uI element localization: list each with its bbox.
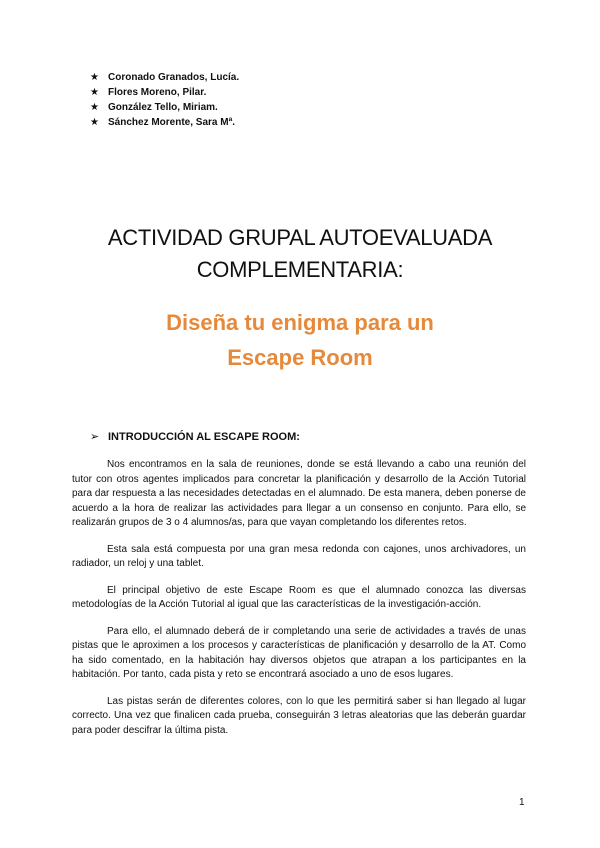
author-item [90, 85, 239, 100]
body-text [72, 458, 526, 750]
author-name: Flores Moreno, Pilar. [108, 87, 207, 98]
arrow-bullet-icon: ➢ [90, 431, 100, 443]
title-line-2: COMPLEMENTARIA: [196, 257, 404, 282]
section-heading-text: INTRODUCCIÓN AL ESCAPE ROOM: [108, 431, 300, 443]
star-icon: ★ [90, 102, 99, 113]
paragraph: Para ello, el alumnado deberá de ir completando una serie de actividades a través de unas pistas que le aproximen a los procesos y características de planificación y desarrollo de la AT. Como ha sido comentado, en la habitación hay diversos objetos que atrapan a los participantes en la habitación. Por tanto, cada pista y reto se encontrará asociado a uno de esos lugares. [72, 625, 526, 680]
author-item [90, 115, 239, 130]
paragraph: Esta sala está compuesta por una gran mesa redonda con cajones, unos archivadores, un radiador, un reloj y una tablet. [72, 543, 526, 569]
author-name: González Tello, Miriam. [108, 102, 218, 113]
section-heading [90, 430, 300, 443]
subtitle-line-2: Escape Room [227, 345, 373, 370]
author-item [90, 100, 239, 115]
star-icon: ★ [90, 72, 99, 83]
paragraph: El principal objetivo de este Escape Room es que el alumnado conozca las diversas metodologías de la Acción Tutorial al igual que las características de la investigación-acción. [72, 584, 526, 610]
paragraph: Las pistas serán de diferentes colores, con lo que les permitirá saber si han llegado al lugar correcto. Una vez que finalicen cada prueba, conseguirán 3 letras aleatorias que las deberán guardar para poder descifrar la última pista. [72, 695, 526, 736]
star-icon: ★ [90, 87, 99, 98]
author-item [90, 70, 239, 85]
title-line-1: ACTIVIDAD GRUPAL AUTOEVALUADA [107, 225, 493, 250]
paragraph: Nos encontramos en la sala de reuniones, donde se está llevando a cabo una reunión del tutor con otros agentes implicados para concretar la planificación y desarrollo de la Acción Tutorial para dar respuesta a las necesidades detectadas en el alumnado. De esta manera, deben ponerse de acuerdo a la hora de realizar las actividades para llegar a un consenso en conjunto. Para ello, se realizarán grupos de 3 o 4 alumnos/as, para que vayan completando los diferentes retos. [72, 459, 526, 528]
document-title [0, 222, 600, 286]
subtitle-line-1: Diseña tu enigma para un [166, 310, 434, 335]
author-list [90, 70, 239, 130]
author-name: Sánchez Morente, Sara Mª. [108, 117, 236, 128]
document-subtitle [0, 305, 600, 375]
author-name: Coronado Granados, Lucía. [108, 72, 240, 83]
page-number: 1 [519, 797, 525, 808]
star-icon: ★ [90, 117, 99, 128]
